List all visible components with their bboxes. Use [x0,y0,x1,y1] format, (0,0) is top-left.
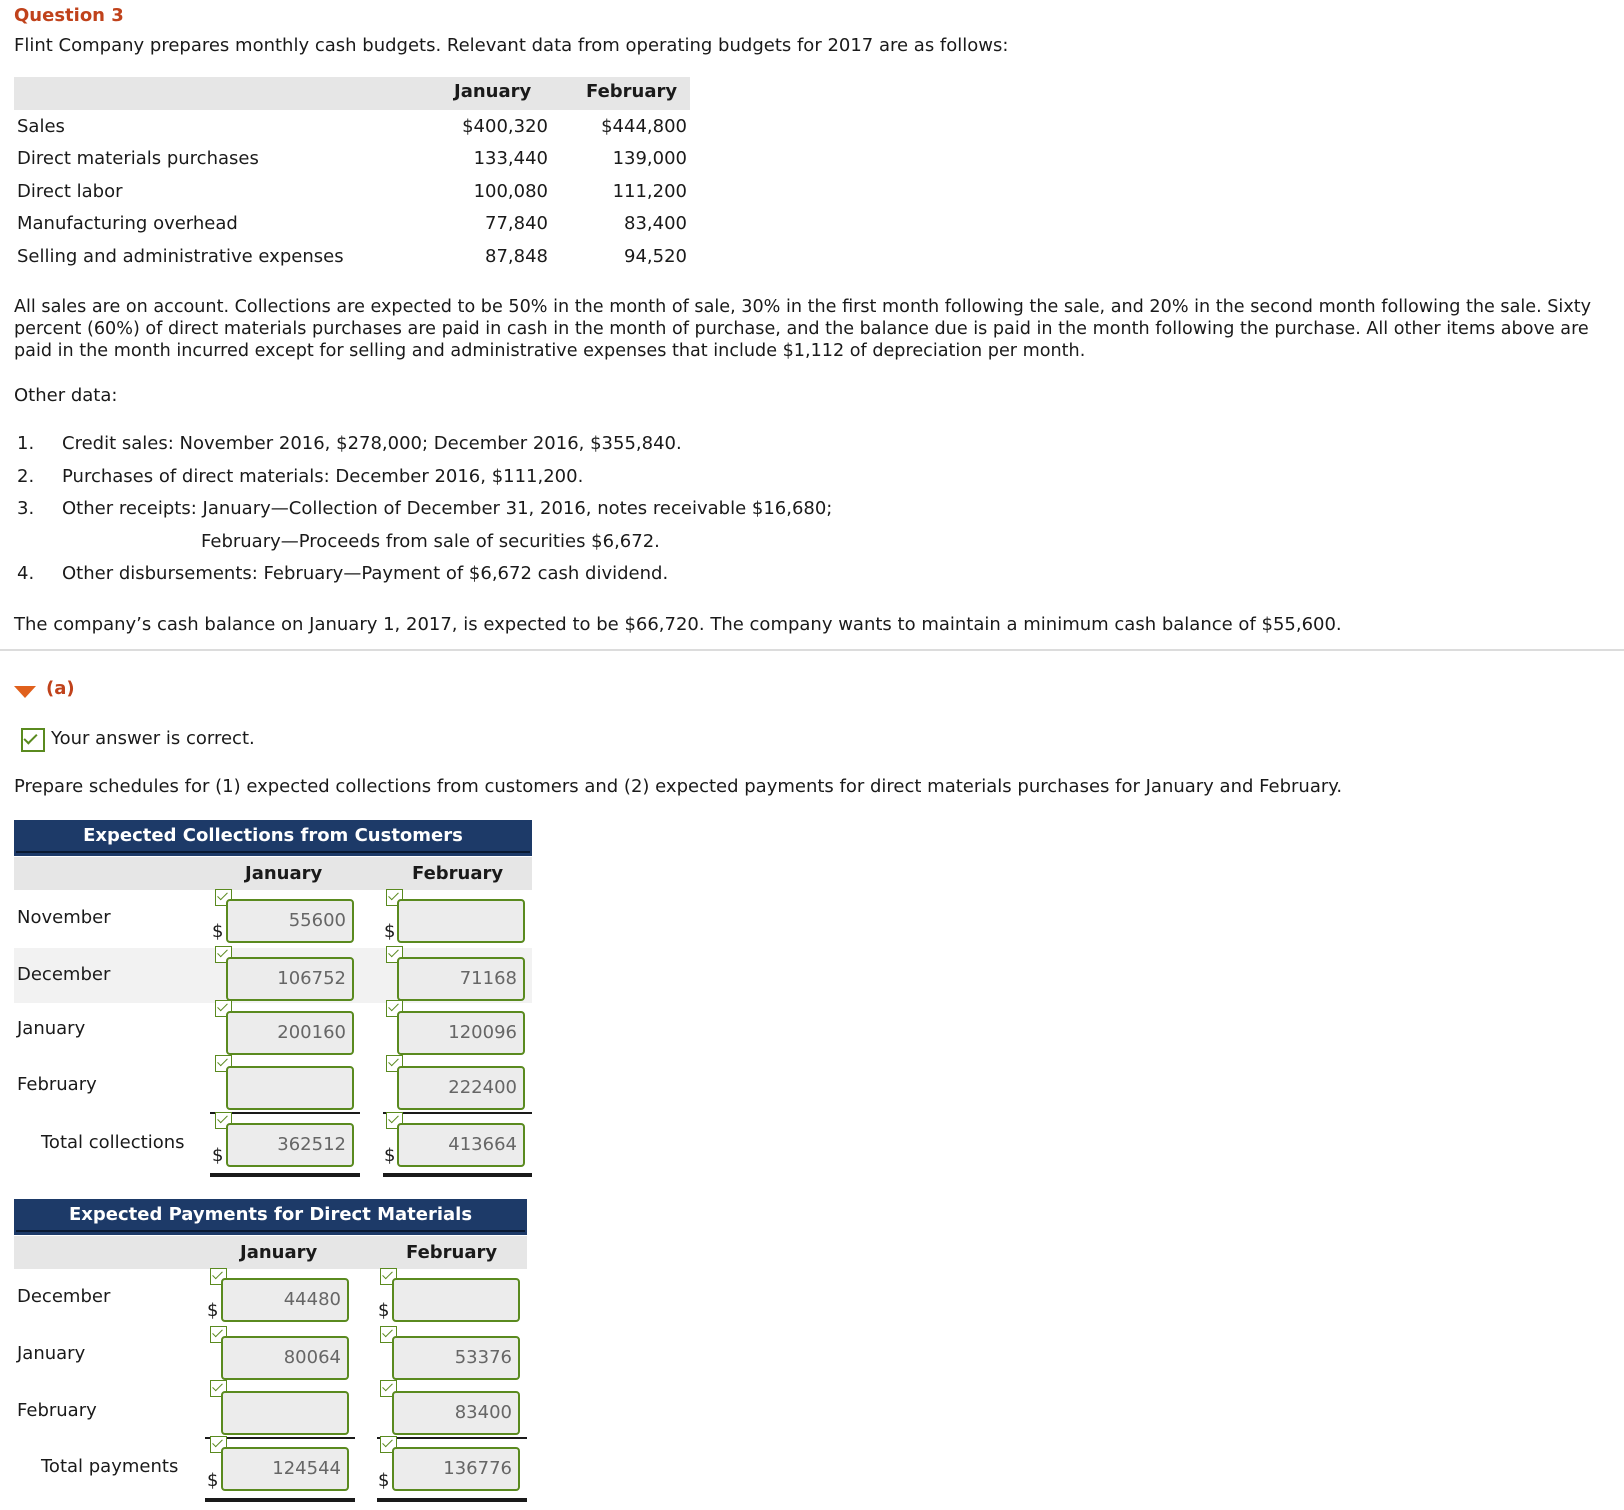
double-underline [383,1173,532,1177]
collections-input[interactable] [397,899,525,943]
payments-input[interactable]: 80064 [221,1336,349,1380]
assumptions-paragraph: All sales are on account. Collections are expected to be 50% in the month of sale, 30% in the first month following the sale, and 20% in the second month following the sale. Sixty percent (60%) of direct materials purchases are paid in cash in the month of purchase, and the balance due is paid in the month following the purchase. All other items above are paid in the month incurred except for selling and administrative expenses that include $1,112 of depreciation per month. [14,297,1592,361]
payments-total-input[interactable]: 136776 [392,1447,520,1491]
question-intro: Flint Company prepares monthly cash budgets. Relevant data from operating budgets for 2017 are as follows: [14,35,1009,56]
payments-col-february: February [406,1242,498,1263]
payments-total-label: Total payments [41,1456,179,1477]
budget-cell: 139,000 [612,148,687,169]
part-a-label[interactable]: (a) [46,678,75,699]
payments-input[interactable]: 44480 [221,1278,349,1322]
budget-col-january: January [454,81,532,102]
budget-cell: 87,848 [485,246,548,267]
payments-input[interactable]: 83400 [392,1391,520,1435]
dollar-sign: $ [378,1470,390,1491]
budget-row-label: Manufacturing overhead [17,213,238,234]
collections-total-input[interactable]: 362512 [226,1123,354,1167]
list-item: Credit sales: November 2016, $278,000; December 2016, $355,840. [62,433,682,454]
double-underline [205,1498,355,1502]
collections-col-header [14,857,532,890]
dollar-sign: $ [384,921,396,942]
payments-row-label: February [17,1400,97,1421]
dollar-sign: $ [378,1300,390,1321]
collections-row-label: December [17,964,111,985]
sum-line [210,1112,360,1114]
payments-input[interactable] [392,1278,520,1322]
budget-cell: 77,840 [485,213,548,234]
collections-input[interactable]: 222400 [397,1066,525,1110]
budget-cell: 111,200 [612,181,687,202]
list-item: Other receipts: January—Collection of December 31, 2016, notes receivable $16,680; [62,498,833,519]
collections-input[interactable]: 106752 [226,957,354,1001]
dollar-sign: $ [212,1145,224,1166]
dollar-sign: $ [384,1145,396,1166]
payments-col-january: January [240,1242,318,1263]
answer-status: Your answer is correct. [51,728,255,749]
list-item-number: 1. [17,433,35,454]
collections-input[interactable]: 71168 [397,957,525,1001]
sum-line [205,1437,355,1439]
collections-total-input[interactable]: 413664 [397,1123,525,1167]
collections-total-label: Total collections [41,1132,185,1153]
budget-cell: $444,800 [601,116,687,137]
sum-line [383,1112,532,1114]
collections-row-label: January [17,1018,86,1039]
collections-row-label: November [17,907,111,928]
budget-cell: 100,080 [473,181,548,202]
list-item-number: 2. [17,466,35,487]
list-item-continuation: February—Proceeds from sale of securities $6,672. [201,531,660,552]
list-item: Purchases of direct materials: December 2016, $111,200. [62,466,584,487]
part-a-instruction: Prepare schedules for (1) expected collections from customers and (2) expected payments for direct materials purchases for January and February. [14,776,1343,797]
list-item-number: 3. [17,498,35,519]
budget-row-label: Sales [17,116,65,137]
collections-input[interactable] [226,1066,354,1110]
double-underline [377,1498,527,1502]
collections-input[interactable]: 55600 [226,899,354,943]
cash-balance-text: The company’s cash balance on January 1, 2017, is expected to be $66,720. The company wants to maintain a minimum cash balance of $55,600. [14,614,1342,635]
double-underline [210,1173,360,1177]
payments-input[interactable]: 53376 [392,1336,520,1380]
budget-row-label: Selling and administrative expenses [17,246,344,267]
payments-row-label: January [17,1343,86,1364]
payments-title: Expected Payments for Direct Materials [68,1204,473,1225]
budget-row-label: Direct labor [17,181,123,202]
payments-row-label: December [17,1286,111,1307]
correct-check-icon [21,728,45,752]
collections-row-label: February [17,1074,97,1095]
list-item-number: 4. [17,563,35,584]
dollar-sign: $ [207,1300,219,1321]
collections-title: Expected Collections from Customers [83,825,463,846]
budget-cell: 83,400 [624,213,687,234]
collapse-arrow-icon[interactable] [14,686,36,698]
sum-line [377,1437,527,1439]
budget-cell: 133,440 [473,148,548,169]
dollar-sign: $ [212,921,224,942]
collections-title-bar [14,820,532,856]
budget-col-february: February [586,81,678,102]
question-title: Question 3 [14,5,124,26]
list-item: Other disbursements: February—Payment of $6,672 cash dividend. [62,563,669,584]
budget-cell: 94,520 [624,246,687,267]
payments-title-bar [14,1199,527,1235]
collections-col-february: February [412,863,504,884]
collections-input[interactable]: 120096 [397,1011,525,1055]
payments-col-header [14,1236,527,1269]
payments-input[interactable] [221,1391,349,1435]
dollar-sign: $ [207,1470,219,1491]
collections-col-january: January [245,863,323,884]
budget-row-label: Direct materials purchases [17,148,259,169]
collections-input[interactable]: 200160 [226,1011,354,1055]
payments-total-input[interactable]: 124544 [221,1447,349,1491]
section-divider [0,649,1624,651]
budget-cell: $400,320 [462,116,548,137]
other-data-heading: Other data: [14,385,118,406]
